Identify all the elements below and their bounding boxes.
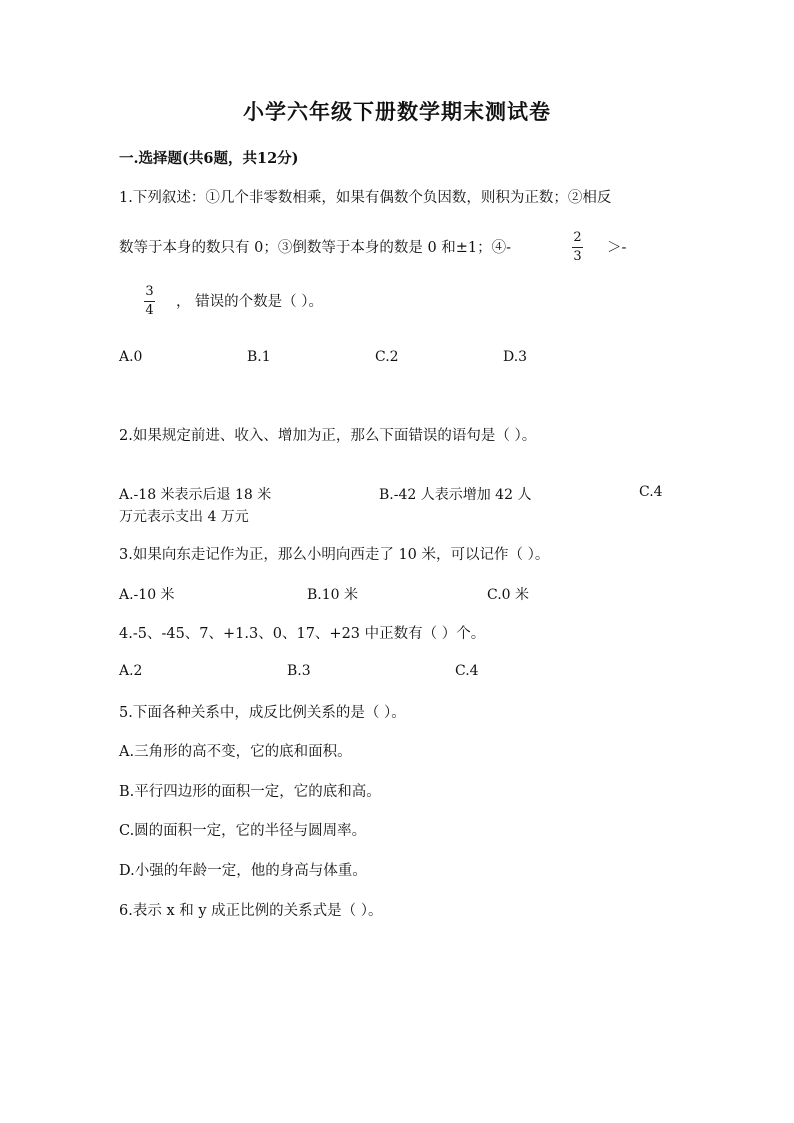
section-heading: 一.选择题(共6题，共12分) bbox=[119, 150, 299, 167]
question-1-option-a: A.0 bbox=[119, 349, 143, 365]
fraction-bar bbox=[572, 247, 583, 248]
question-5-option-d: D.小强的年龄一定，他的身高与体重。 bbox=[119, 863, 367, 879]
fraction-denominator: 4 bbox=[145, 303, 154, 318]
question-2-option-c-continued: 万元表示支出 4 万元 bbox=[119, 509, 249, 525]
question-4-option-b: B.3 bbox=[287, 663, 311, 679]
greater-than-sign: ＞- bbox=[607, 240, 627, 256]
page-title: 小学六年级下册数学期末测试卷 bbox=[243, 99, 551, 124]
question-3-option-a: A.-10 米 bbox=[119, 587, 175, 603]
fraction-two-thirds bbox=[572, 230, 583, 265]
fraction-bar bbox=[144, 301, 155, 302]
fraction-numerator: 3 bbox=[145, 284, 154, 299]
question-3-option-c: C.0 米 bbox=[487, 587, 530, 603]
question-3-option-b: B.10 米 bbox=[307, 587, 359, 603]
question-5-option-b: B.平行四边形的面积一定，它的底和高。 bbox=[119, 784, 381, 800]
question-1-line-1: 1.下列叙述：①几个非零数相乘，如果有偶数个负因数，则积为正数；②相反 bbox=[119, 190, 612, 206]
question-1-option-c: C.2 bbox=[375, 349, 399, 365]
question-4-option-c: C.4 bbox=[455, 663, 479, 679]
question-4-option-a: A.2 bbox=[119, 663, 143, 679]
question-6-text: 6.表示 x 和 y 成正比例的关系式是（ ）。 bbox=[119, 903, 383, 919]
question-5-option-c: C.圆的面积一定，它的半径与圆周率。 bbox=[119, 823, 367, 839]
question-1-line-3: ， 错误的个数是（ ）。 bbox=[176, 294, 323, 310]
question-5-text: 5.下面各种关系中，成反比例关系的是（ ）。 bbox=[119, 705, 406, 721]
question-1-line-2: 数等于本身的数只有 0；③倒数等于本身的数是 0 和±1；④- bbox=[119, 240, 512, 256]
question-2-text: 2.如果规定前进、收入、增加为正，那么下面错误的语句是（ ）。 bbox=[119, 428, 537, 444]
question-2-option-a: A.-18 米表示后退 18 米 bbox=[119, 487, 272, 503]
fraction-three-quarters bbox=[144, 284, 155, 319]
question-5-option-a: A.三角形的高不变，它的底和面积。 bbox=[119, 744, 352, 760]
fraction-numerator: 2 bbox=[573, 230, 582, 245]
question-4-text: 4.-5、-45、7、+1.3、0、17、+23 中正数有（ ）个。 bbox=[119, 626, 486, 642]
fraction-denominator: 3 bbox=[573, 249, 582, 264]
question-1-option-d: D.3 bbox=[503, 349, 528, 365]
question-2-option-c: C.4 bbox=[639, 484, 663, 500]
question-1-option-b: B.1 bbox=[247, 349, 271, 365]
question-3-text: 3.如果向东走记作为正，那么小明向西走了 10 米，可以记作（ ）。 bbox=[119, 547, 550, 563]
question-2-option-b: B.-42 人表示增加 42 人 bbox=[379, 487, 532, 503]
